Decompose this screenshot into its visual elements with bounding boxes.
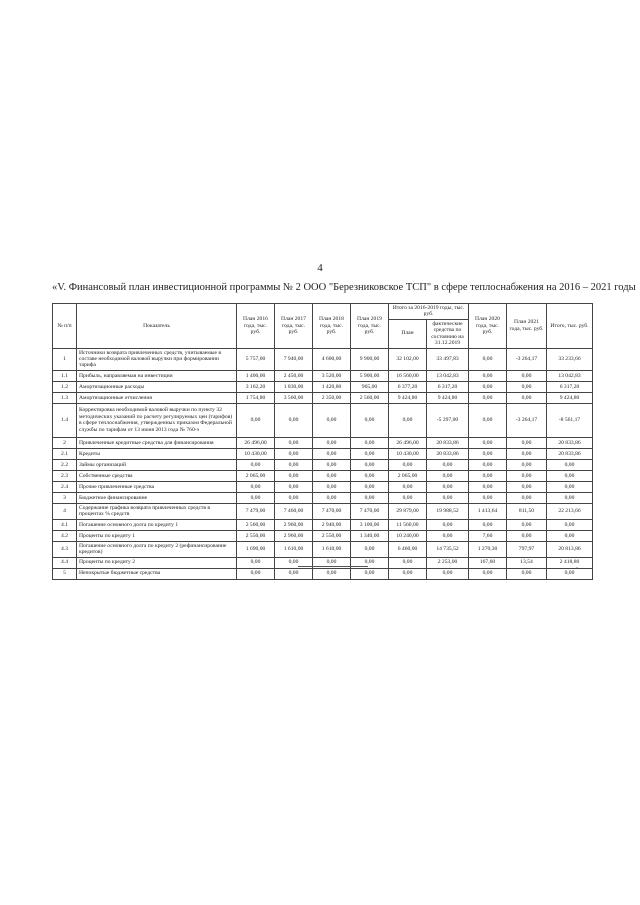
row-number: 1.3 <box>53 392 77 403</box>
row-value: 0,00 <box>547 530 593 541</box>
header-num: № п/п <box>53 304 77 349</box>
row-value: 0,00 <box>507 459 547 470</box>
row-value: 0,00 <box>313 459 351 470</box>
row-value: 0,00 <box>427 530 469 541</box>
row-value: 0,00 <box>351 568 389 579</box>
row-value: 0,00 <box>275 403 313 437</box>
row-value: 6 317,20 <box>547 381 593 392</box>
footer-rule <box>298 566 368 567</box>
row-value: 2 450,00 <box>275 370 313 381</box>
row-value: 2 350,00 <box>313 392 351 403</box>
row-value: 0,00 <box>469 392 507 403</box>
row-value: 0,00 <box>351 448 389 459</box>
row-value: 0,00 <box>469 448 507 459</box>
end-mark: ». <box>576 566 580 571</box>
row-value: 1 610,00 <box>275 541 313 557</box>
row-value: 0,00 <box>275 492 313 503</box>
row-value: 2 960,00 <box>275 530 313 541</box>
row-value: 0,00 <box>237 557 275 568</box>
row-number: 2.3 <box>53 470 77 481</box>
header-fact: фактические средства по состоянию на 31.12.2019 <box>427 319 469 348</box>
row-value: 7,60 <box>469 530 507 541</box>
row-value: 0,00 <box>507 519 547 530</box>
table-body <box>53 348 593 579</box>
header-plan-2021: План 2021 года, тыс. руб. <box>507 304 547 349</box>
row-value: 0,00 <box>547 492 593 503</box>
table-row <box>53 481 593 492</box>
row-value: 0,00 <box>469 370 507 381</box>
row-value: 9 424,80 <box>389 392 427 403</box>
row-value: 2 550,00 <box>313 530 351 541</box>
header-plan: План <box>389 319 427 348</box>
header-plan-2018: План 2018 года, тыс. руб. <box>313 304 351 349</box>
row-label: Прибыль, направляемая на инвестиции <box>77 370 237 381</box>
row-value: 7 460,00 <box>275 503 313 519</box>
row-label: Привлеченные кредитные средства для финансирования <box>77 437 237 448</box>
row-label: Бюджетное финансирование <box>77 492 237 503</box>
row-value: 0,00 <box>313 470 351 481</box>
row-value: 13,54 <box>507 557 547 568</box>
table-row <box>53 392 593 403</box>
row-number: 4.3 <box>53 541 77 557</box>
row-value: 0,00 <box>469 568 507 579</box>
row-value: 7 470,00 <box>313 503 351 519</box>
row-number: 4.1 <box>53 519 77 530</box>
row-value: 6 460,00 <box>389 541 427 557</box>
row-value: -8 561,17 <box>547 403 593 437</box>
row-value: 0,00 <box>547 519 593 530</box>
row-value: 0,00 <box>389 459 427 470</box>
row-value: 1 340,00 <box>351 530 389 541</box>
row-value: 0,00 <box>469 519 507 530</box>
row-label: Амортизационные расходы <box>77 381 237 392</box>
row-value: 33 497,83 <box>427 348 469 370</box>
row-value: 0,00 <box>351 492 389 503</box>
table-row <box>53 437 593 448</box>
row-value: 3 162,20 <box>237 381 275 392</box>
row-value: 0,00 <box>275 448 313 459</box>
row-value: 0,00 <box>313 481 351 492</box>
row-value: 3 100,00 <box>351 519 389 530</box>
row-value: 0,00 <box>469 470 507 481</box>
header-plan-2016: План 2016 года, тыс. руб. <box>237 304 275 349</box>
row-label: Содержание графика возврата привлеченных средств в процентах % средств <box>77 503 237 519</box>
table-row <box>53 530 593 541</box>
row-value: 10 430,00 <box>237 448 275 459</box>
row-value: 0,00 <box>469 481 507 492</box>
row-value: 965,00 <box>351 381 389 392</box>
row-value: 2 253,00 <box>427 557 469 568</box>
row-value: 0,00 <box>237 459 275 470</box>
row-value: 0,00 <box>547 470 593 481</box>
row-value: 0,00 <box>237 481 275 492</box>
table-row <box>53 470 593 481</box>
row-value: 32 102,00 <box>389 348 427 370</box>
row-value: 0,00 <box>275 557 313 568</box>
row-number: 1 <box>53 348 77 370</box>
row-value: 0,00 <box>547 481 593 492</box>
row-value: 0,00 <box>469 459 507 470</box>
row-value: 3 520,00 <box>313 370 351 381</box>
header-total-2016-2019: Итого за 2016-2019 годы, тыс. руб. <box>389 304 469 320</box>
row-label: Амортизационные отчисления <box>77 392 237 403</box>
row-value: 20 833,86 <box>427 448 469 459</box>
row-value: 20 833,86 <box>547 437 593 448</box>
row-value: 26 496,00 <box>237 437 275 448</box>
row-value: 1 830,00 <box>275 381 313 392</box>
row-value: 0,00 <box>507 492 547 503</box>
row-value: 0,00 <box>313 557 351 568</box>
row-value: 2 550,00 <box>237 530 275 541</box>
row-value: 0,00 <box>275 459 313 470</box>
table-row <box>53 348 593 370</box>
row-value: 0,00 <box>351 437 389 448</box>
row-value: 0,00 <box>351 557 389 568</box>
row-number: 1.4 <box>53 403 77 437</box>
row-value: 10 430,00 <box>389 448 427 459</box>
table-row <box>53 541 593 557</box>
row-value: 19 988,52 <box>427 503 469 519</box>
table-row <box>53 519 593 530</box>
row-value: 0,00 <box>351 403 389 437</box>
row-value: 0,00 <box>237 568 275 579</box>
row-value: 2 560,00 <box>351 392 389 403</box>
row-value: 0,00 <box>313 437 351 448</box>
row-value: 1 400,00 <box>237 370 275 381</box>
row-value: 0,00 <box>237 492 275 503</box>
row-value: 0,00 <box>313 448 351 459</box>
row-number: 2 <box>53 437 77 448</box>
row-label: Погашение основного долга по кредиту 1 <box>77 519 237 530</box>
row-value: 0,00 <box>389 403 427 437</box>
row-value: 1 413,64 <box>469 503 507 519</box>
row-label: Непокрытые бюджетные средства <box>77 568 237 579</box>
header-name: Показатель <box>77 304 237 349</box>
row-value: 20 813,86 <box>547 541 593 557</box>
row-value: 2 418,80 <box>547 557 593 568</box>
row-label: Проценты по кредиту 1 <box>77 530 237 541</box>
row-number: 4 <box>53 503 77 519</box>
row-number: 5 <box>53 568 77 579</box>
header-plan-2020: План 2020 года, тыс. руб. <box>469 304 507 349</box>
table-row <box>53 459 593 470</box>
row-label: Собственные средства <box>77 470 237 481</box>
row-value: 5 757,00 <box>237 348 275 370</box>
row-value: 2 940,00 <box>313 519 351 530</box>
row-value: -3 264,17 <box>507 403 547 437</box>
row-value: 0,00 <box>275 470 313 481</box>
row-value: 0,00 <box>507 568 547 579</box>
row-value: 0,00 <box>507 370 547 381</box>
row-label: Корректировка необходимой валовой выручки по пункту 32 методических указаний по расчету регулируемых цен (тарифов) в сфере теплоснабжения, утвержденных приказом Федеральной службы по тарифам от 13 июня 2013 года № 760-э <box>77 403 237 437</box>
row-value: 13 042,83 <box>547 370 593 381</box>
row-value: 0,00 <box>507 448 547 459</box>
row-value: 9 424,80 <box>547 392 593 403</box>
row-number: 1.2 <box>53 381 77 392</box>
row-label: Погашение основного долга по кредиту 2 (рефинансирование кредитов) <box>77 541 237 557</box>
row-value: 33 233,66 <box>547 348 593 370</box>
row-value: 0,00 <box>427 481 469 492</box>
row-value: 26 496,00 <box>389 437 427 448</box>
row-value: 14 735,52 <box>427 541 469 557</box>
row-value: 0,00 <box>469 348 507 370</box>
row-value: 0,00 <box>507 481 547 492</box>
row-label: Источники возврата привлеченных средств, учитываемые в составе необходимой валовой выручки при формировании тарифа <box>77 348 237 370</box>
table-row <box>53 370 593 381</box>
table-row <box>53 503 593 519</box>
row-value: 0,00 <box>427 459 469 470</box>
row-value: 0,00 <box>351 459 389 470</box>
row-value: 0,00 <box>547 459 593 470</box>
row-value: 0,00 <box>237 403 275 437</box>
row-value: -3 264,17 <box>507 348 547 370</box>
row-value: 0,00 <box>275 481 313 492</box>
row-value: 0,00 <box>469 403 507 437</box>
header-plan-2019: План 2019 года, тыс. руб. <box>351 304 389 349</box>
row-value: 13 042,83 <box>427 370 469 381</box>
row-value: 1 270,30 <box>469 541 507 557</box>
row-value: 0,00 <box>351 541 389 557</box>
row-value: 0,00 <box>313 568 351 579</box>
row-value: 0,00 <box>547 568 593 579</box>
row-value: 0,00 <box>469 381 507 392</box>
row-value: 10 240,00 <box>389 530 427 541</box>
row-label: Займы организаций <box>77 459 237 470</box>
page-number: 4 <box>317 262 323 274</box>
row-value: 0,00 <box>351 481 389 492</box>
row-value: 0,00 <box>507 392 547 403</box>
row-value: 0,00 <box>313 492 351 503</box>
header-plan-2017: План 2017 года, тыс. руб. <box>275 304 313 349</box>
row-value: 0,00 <box>507 530 547 541</box>
row-value: 6 377,20 <box>389 381 427 392</box>
row-value: 9 900,00 <box>351 348 389 370</box>
row-value: 9 424,80 <box>427 392 469 403</box>
row-value: 22 213,66 <box>547 503 593 519</box>
row-value: 1 754,80 <box>237 392 275 403</box>
row-number: 1.1 <box>53 370 77 381</box>
row-value: 0,00 <box>275 437 313 448</box>
table-row <box>53 381 593 392</box>
document-title: «V. Финансовый план инвестиционной программы № 2 ООО "Березниковское ТСП" в сфере теплоснабжения на 2016 – 2021 годы <box>52 282 636 293</box>
row-value: 7 479,00 <box>237 503 275 519</box>
row-value: 6 317,20 <box>427 381 469 392</box>
row-value: 2 065,00 <box>389 470 427 481</box>
row-number: 2.1 <box>53 448 77 459</box>
row-value: 0,00 <box>427 568 469 579</box>
row-number: 2.4 <box>53 481 77 492</box>
row-value: 0,00 <box>313 403 351 437</box>
table-row <box>53 492 593 503</box>
row-value: 5 900,00 <box>351 370 389 381</box>
row-value: 167,60 <box>469 557 507 568</box>
row-value: 0,00 <box>275 568 313 579</box>
row-value: 3 560,00 <box>275 392 313 403</box>
row-value: 20 833,86 <box>427 437 469 448</box>
row-number: 3 <box>53 492 77 503</box>
row-value: 1 690,00 <box>237 541 275 557</box>
row-number: 4.4 <box>53 557 77 568</box>
header-total: Итого, тыс. руб. <box>547 304 593 349</box>
row-value: 0,00 <box>507 470 547 481</box>
row-value: 11 560,00 <box>389 519 427 530</box>
row-value: 0,00 <box>389 481 427 492</box>
row-value: 16 560,00 <box>389 370 427 381</box>
row-value: 1 420,80 <box>313 381 351 392</box>
row-value: 1 610,00 <box>313 541 351 557</box>
row-value: 2 065,00 <box>237 470 275 481</box>
row-value: 0,00 <box>427 470 469 481</box>
row-value: 2 560,00 <box>237 519 275 530</box>
row-value: 0,00 <box>389 557 427 568</box>
row-value: 0,00 <box>469 437 507 448</box>
row-value: 811,50 <box>507 503 547 519</box>
row-value: 7 940,00 <box>275 348 313 370</box>
row-value: 0,00 <box>351 470 389 481</box>
table-row <box>53 568 593 579</box>
row-value: -5 297,00 <box>427 403 469 437</box>
row-value: 20 833,86 <box>547 448 593 459</box>
row-label: Прочие привлеченные средства <box>77 481 237 492</box>
row-value: 0,00 <box>427 519 469 530</box>
row-value: 0,00 <box>389 492 427 503</box>
row-value: 0,00 <box>507 437 547 448</box>
row-value: 0,00 <box>427 492 469 503</box>
row-value: 0,00 <box>389 568 427 579</box>
table-row <box>53 448 593 459</box>
row-value: 0,00 <box>469 492 507 503</box>
row-number: 4.2 <box>53 530 77 541</box>
row-value: 7 470,00 <box>351 503 389 519</box>
row-label: Кредиты <box>77 448 237 459</box>
row-value: 0,00 <box>507 381 547 392</box>
row-label: Проценты по кредиту 2 <box>77 557 237 568</box>
financial-plan-table <box>52 303 593 580</box>
row-value: 4 600,00 <box>313 348 351 370</box>
row-value: 797,97 <box>507 541 547 557</box>
row-value: 2 960,00 <box>275 519 313 530</box>
row-value: 29 879,00 <box>389 503 427 519</box>
table-row <box>53 403 593 437</box>
row-number: 2.2 <box>53 459 77 470</box>
